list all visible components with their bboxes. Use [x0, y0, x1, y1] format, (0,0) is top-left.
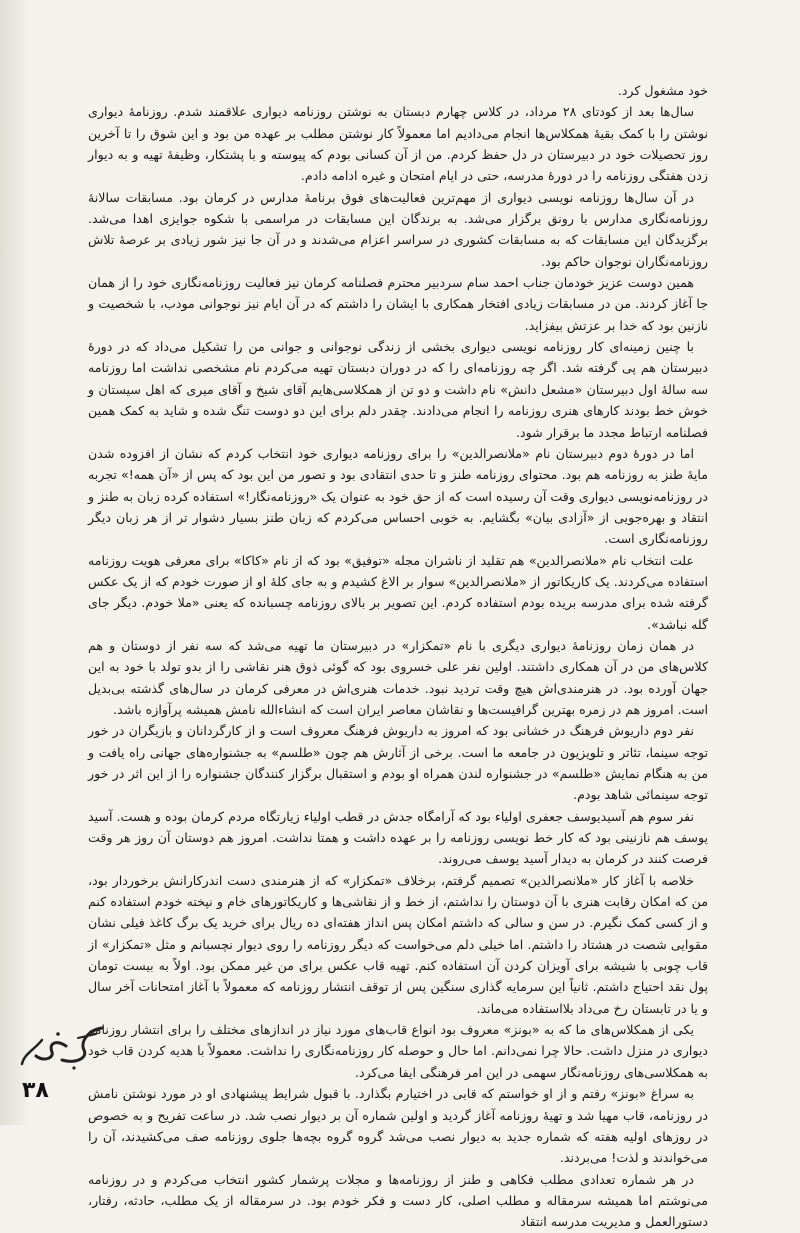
paragraph: خود مشغول کرد. — [617, 83, 708, 98]
paragraph: علت انتخاب نام «ملانصرالدین» هم تقلید از ناشران مجله «توفیق» بود که از نام «کاکا» برای معرفی هویت روزنامه استفاده می‌کردند. یک کاریکاتور از «ملانصرالدین» سوار بر الاغ کشیدم و به جای کلهٔ او از صورت خودم که از یک عکس گرفته شده برای مدرسه بریده بودم استفاده کردم. این تصویر بر بالای روزنامه چسبانده که یعنی «ملا خودم. دیگر جای گله نباشد». — [88, 552, 708, 632]
paragraph: یکی از همکلاس‌های ما که به «بونز» معروف بود انواع قاب‌های مورد نیاز در اندازهای مختلف را برای انتشار روزنامه دیواری در منزل داشت. حالا چرا نمی‌دانم. اما حال و حوصله کار روزنامه‌نگاری را نداشت. معمولاً با هدیه کردن قاب خود به همکلاسی‌های روزنامه‌نگار سهمی در این امر فرهنگی ایفا می‌کرد. — [88, 1022, 708, 1080]
article-body — [88, 80, 708, 1230]
paragraph: به سراغ «بونز» رفتم و از او خواستم که قابی در اختیارم بگذارد. با قبول شرایط پیشنهادی او در مورد نوشتن نامش در روزنامه، قاب مهیا شد و تهیهٔ روزنامه آغاز گردید و اولین شماره آن بر دیوار نصب شد. در ساعت تفریح و به خصوص در روزهای اولیه هفته که شماره جدید به دیوار نصب می‌شد گروه گروه بچه‌ها جلوی روزنامه صف می‌کشیدند، آن را می‌خواندند و لذت! می‌بردند. — [88, 1086, 708, 1166]
paragraph: نفر سوم هم آسیدیوسف جعفری اولیاء بود که آرامگاه جدش در قطب اولیاء زیارتگاه مردم کرمان بوده و هست. آسید یوسف هم نازنینی بود که کار خط نویسی روزنامه را بر عهده داشت و همتا نداشت. امروز هم دوستان آن روز هر وقت فرصت کنند در کرمان به دیدار آسید یوسف می‌روند. — [88, 808, 708, 867]
paragraph: در همان زمان روزنامهٔ دیواری دیگری با نام «تمکزار» در دبیرستان ما تهیه می‌شد که سه نفر از دوستان و هم کلاس‌های من در آن همکاری داشتند. اولین نفر علی خسروی بود که گوئی ذوق هنر نقاشی را از بدو تولد با خود به این جهان آورده بود. در هنرمندی‌اش هیچ وقت تردید نبود. خدمات هنری‌اش در معرفی کرمان در سال‌های گذشته بی‌بدیل است. امروز هم در زمره بهترین گرافیست‌ها و نقاشان معاصر ایران است که انشاءالله نامش همیشه پرآوازه باشد. — [88, 637, 708, 717]
paragraph: در هر شماره تعدادی مطلب فکاهی و طنز از روزنامه‌ها و مجلات پرشمار کشور انتخاب می‌کردم و در روزنامه می‌نوشتم اما همیشه سرمقاله و مطلب اصلی، کار دست و فکر خودم بود. در سرمقاله از یک مطلب، حادثه، رفتار، دستورالعمل و مدیریت مدرسه انتقاد — [88, 1171, 708, 1230]
paragraph: با چنین زمینه‌ای کار روزنامه نویسی دیواری بخشی از زندگی نوجوانی و جوانی من را تشکیل می‌داد که در دورهٔ دبیرستان هم پی گرفته شد. اگر چه روزنامه‌ای را که در دوران دبستان تهیه می‌کردم نام مشخصی نداشت اما روزنامه سه سالهٔ اول دبیرستان «مشعل دانش» نام داشت و دو تن از همکلاسی‌هایم آقای شیخ و آقای میری که اهل سیستان و خوش خط بودند کارهای هنری روزنامه را انجام می‌دادند. چقدر دلم برای این دو دوست تنگ شده و شاید به کمک همین فصلنامه ارتباط مجدد ما برقرار شود. — [88, 339, 708, 440]
page-number: ۳۸ — [22, 1078, 49, 1103]
paragraph: در آن سال‌ها روزنامه نویسی دیواری از مهم‌ترین فعالیت‌های فوق برنامهٔ مدارس در کرمان بود. مسابقات سالانهٔ روزنامه‌نگاری مدارس با رونق برگزار می‌شد. به برندگان این مسابقات در مراسمی با شکوه جوایزی اهدا می‌شد. برگزیدگان این مسابقات که به مسابقات کشوری در سراسر اعزام می‌شدند و در آن جا نیز شور زیادی بر عرصهٔ تلاش روزنامه‌نگاران نوجوان حاکم بود. — [88, 189, 708, 269]
paragraph: سال‌ها بعد از کودتای ۲۸ مرداد، در کلاس چهارم دبستان به نوشتن روزنامه دیواری علاقمند شدم. روزنامهٔ دیواری نوشتن را با کمک بقیهٔ همکلاس‌ها انجام می‌دادیم اما معمولاً کار نوشتن مطلب بر عهده من بود و این شوق را تا آخرین روز تحصیلات خود در دبیرستان در دل حفظ کردم. من از آن کسانی بودم که پیوسته و با پشتکار، وظیفهٔ تهیه و به دیوار زدن هفتگی روزنامه را در دورهٔ مدرسه، حتی در ایام امتحان و غیره ادامه دادم. — [88, 104, 708, 184]
paragraph: اما در دورهٔ دوم دبیرستان نام «ملانصرالدین» را برای روزنامه دیواری خود انتخاب کردم که نشان از افزوده شدن مایهٔ طنز به روزنامه هم بود. محتوای روزنامه طنز و تا حدی انتقادی بود و تصور من این بود که پس از «آن همه!» تجربه در روزنامه‌نویسی دیواری وقت آن رسیده است که از حق خود به عنوان یک «روزنامه‌نگار!» استفاده کرده زبان به طنز و انتقاد و بهره‌جویی از «آزادی بیان» بگشایم. به خوبی احساس می‌کردم که زبان طنز بسیار دشوار تر از هر زبان دیگر روزنامه‌نگاری است. — [88, 445, 708, 547]
paragraph: همین دوست عزیز خودمان جناب احمد سام سردبیر محترم فصلنامه کرمان نیز فعالیت روزنامه‌نگاری خود را از همان جا آغاز کردند. من در مسابقات زیادی افتخار همکاری با ایشان را داشتم که در آن ایام نیز نوجوانی مودب، با شخصیت و نازنین بود که خدا بر عزتش بیفزاید. — [88, 275, 708, 333]
page-edge-shadow — [0, 0, 30, 1125]
paragraph: خلاصه با آغاز کار «ملانصرالدین» تصمیم گرفتم، برخلاف «تمکزار» که از هنرمندی دست اندرکارانش برخوردار بود، من که امکان رقابت هنری با آن دوستان را نداشتم، از خط و از نقاشی‌ها و کاریکاتورهای خام و نپخته خودم استفاده کنم و از کسی کمک نگیرم. در سن و سالی که داشتم امکان پس انداز هفته‌ای ده ریال برای خرید یک برگ کاغذ فیلی نشان مقوایی شصت در هشتاد را داشتم. اما خیلی دلم می‌خواست که دیگر روزنامه را روی دیوار نچسبانم و مثل «تمکزار» از قاب چوبی با شیشه برای آویزان کردن آن استفاده کنم. تهیه قاب عکس برای من غیر ممکن بود. اولاً به بیست تومان پول نقد احتیاج داشتم. ثانیاً این سرمایه گذاری سنگین پس از توقف انتشار روزنامه که معمولاً با آغاز امتحانات آخر سال و یا در تابستان رخ می‌داد بلااستفاده می‌ماند. — [88, 872, 708, 1016]
paragraph: نفر دوم داریوش فرهنگ در خشانی بود که امروز به داریوش فرهنگ معروف است و از کارگردانان و بازیگران در خور توجه سینما، تئاتر و تلویزیون در جامعه ما است. برخی از آثارش هم چون «طلسم» به جشنواره‌های جهانی راه یافت و من به هنگام نمایش «طلسم» در جشنواره لندن همراه او بودم و استقبال برگزار کنندگان جشنواره را از این اثر در خور توجه سینمائی شاهد بودم. — [88, 723, 708, 803]
kerman-calligraphy-logo — [18, 1020, 108, 1075]
